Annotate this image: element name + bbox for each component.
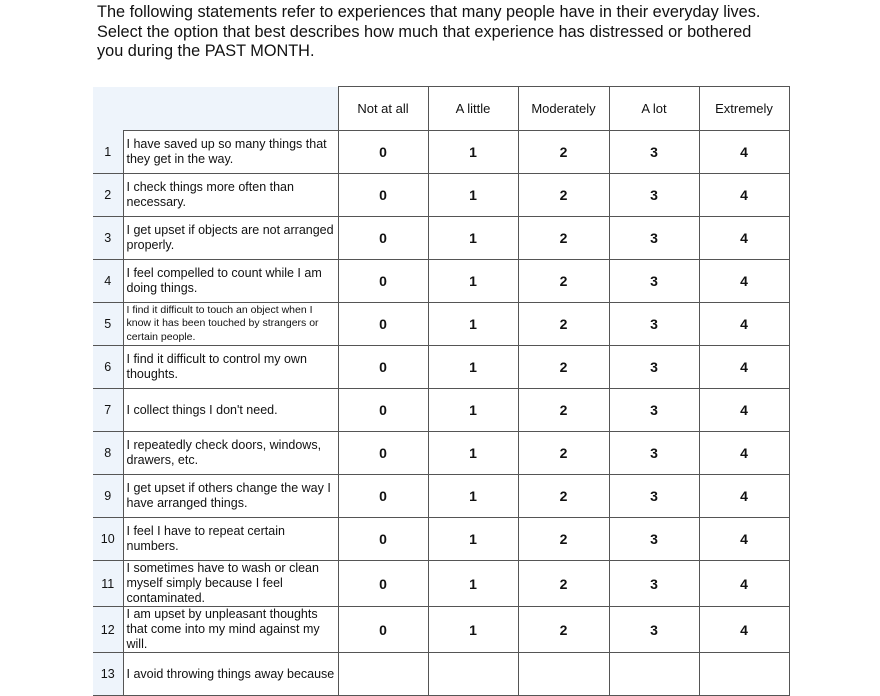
score-option[interactable]: 0 <box>338 389 428 432</box>
score-option[interactable]: 4 <box>699 607 789 653</box>
score-option[interactable]: 3 <box>609 346 699 389</box>
score-option[interactable]: 0 <box>338 607 428 653</box>
item-statement: I avoid throwing things away because <box>123 653 338 696</box>
score-option[interactable] <box>338 653 428 696</box>
score-option[interactable]: 3 <box>609 518 699 561</box>
instructions-line-3: you during the PAST MONTH. <box>97 42 315 60</box>
score-option[interactable]: 0 <box>338 217 428 260</box>
score-option[interactable]: 2 <box>518 217 609 260</box>
score-option[interactable]: 0 <box>338 561 428 607</box>
score-option[interactable]: 0 <box>338 303 428 346</box>
score-option[interactable]: 1 <box>428 131 518 174</box>
item-number: 1 <box>93 131 123 174</box>
score-option[interactable]: 1 <box>428 346 518 389</box>
score-option[interactable] <box>699 653 789 696</box>
instructions <box>97 3 797 62</box>
item-number: 12 <box>93 607 123 653</box>
table-row <box>93 389 789 432</box>
score-option[interactable]: 1 <box>428 303 518 346</box>
score-option[interactable]: 3 <box>609 131 699 174</box>
column-header: Not at all <box>338 87 428 131</box>
score-option[interactable]: 1 <box>428 518 518 561</box>
score-option[interactable]: 3 <box>609 607 699 653</box>
score-option[interactable]: 4 <box>699 432 789 475</box>
table-row <box>93 432 789 475</box>
score-option[interactable]: 4 <box>699 131 789 174</box>
score-option[interactable]: 0 <box>338 475 428 518</box>
instructions-line-2: Select the option that best describes how much that experience has distressed or bothered <box>97 22 752 41</box>
score-option[interactable]: 0 <box>338 131 428 174</box>
score-option[interactable]: 2 <box>518 260 609 303</box>
rating-table <box>93 86 790 696</box>
score-option[interactable]: 4 <box>699 561 789 607</box>
item-statement: I sometimes have to wash or clean myself simply because I feel contaminated. <box>123 561 338 607</box>
score-option[interactable]: 2 <box>518 174 609 217</box>
score-option[interactable]: 3 <box>609 217 699 260</box>
table-row <box>93 518 789 561</box>
score-option[interactable]: 4 <box>699 260 789 303</box>
item-number: 2 <box>93 174 123 217</box>
table-row <box>93 217 789 260</box>
item-statement: I find it difficult to touch an object when I know it has been touched by strangers or certain people. <box>123 303 338 346</box>
score-option[interactable]: 3 <box>609 174 699 217</box>
score-option[interactable]: 1 <box>428 607 518 653</box>
item-number: 4 <box>93 260 123 303</box>
item-statement: I check things more often than necessary. <box>123 174 338 217</box>
item-statement: I get upset if objects are not arranged properly. <box>123 217 338 260</box>
item-number: 9 <box>93 475 123 518</box>
item-number: 5 <box>93 303 123 346</box>
score-option[interactable]: 4 <box>699 217 789 260</box>
score-option[interactable]: 2 <box>518 131 609 174</box>
score-option[interactable]: 0 <box>338 260 428 303</box>
score-option[interactable]: 3 <box>609 561 699 607</box>
column-header: A little <box>428 87 518 131</box>
score-option[interactable] <box>518 653 609 696</box>
score-option[interactable]: 3 <box>609 389 699 432</box>
column-header: Moderately <box>518 87 609 131</box>
score-option[interactable]: 4 <box>699 346 789 389</box>
item-number: 10 <box>93 518 123 561</box>
score-option[interactable]: 2 <box>518 561 609 607</box>
score-option[interactable]: 1 <box>428 561 518 607</box>
table-row <box>93 260 789 303</box>
table-row <box>93 346 789 389</box>
item-statement: I feel compelled to count while I am doing things. <box>123 260 338 303</box>
score-option[interactable]: 4 <box>699 174 789 217</box>
score-option[interactable]: 4 <box>699 303 789 346</box>
score-option[interactable]: 4 <box>699 389 789 432</box>
item-number: 6 <box>93 346 123 389</box>
table-row <box>93 131 789 174</box>
item-number: 8 <box>93 432 123 475</box>
table-row <box>93 174 789 217</box>
score-option[interactable]: 2 <box>518 303 609 346</box>
score-option[interactable]: 3 <box>609 260 699 303</box>
score-option[interactable]: 4 <box>699 518 789 561</box>
item-statement: I have saved up so many things that they get in the way. <box>123 131 338 174</box>
score-option[interactable]: 3 <box>609 432 699 475</box>
instructions-line-1: The following statements refer to experiences that many people have in their everyday lives. <box>97 3 761 21</box>
item-number: 3 <box>93 217 123 260</box>
score-option[interactable]: 0 <box>338 518 428 561</box>
item-statement: I repeatedly check doors, windows, drawers, etc. <box>123 432 338 475</box>
score-option[interactable]: 1 <box>428 174 518 217</box>
table-row <box>93 561 789 607</box>
score-option[interactable]: 3 <box>609 303 699 346</box>
table-row <box>93 653 789 696</box>
item-statement: I am upset by unpleasant thoughts that come into my mind against my will. <box>123 607 338 653</box>
score-option[interactable]: 1 <box>428 432 518 475</box>
score-option[interactable]: 3 <box>609 475 699 518</box>
item-statement: I feel I have to repeat certain numbers. <box>123 518 338 561</box>
item-number: 7 <box>93 389 123 432</box>
score-option[interactable]: 1 <box>428 217 518 260</box>
column-header: A lot <box>609 87 699 131</box>
score-option[interactable]: 2 <box>518 518 609 561</box>
score-option[interactable]: 0 <box>338 432 428 475</box>
header-blank <box>93 87 338 131</box>
score-option[interactable]: 2 <box>518 389 609 432</box>
score-option[interactable]: 0 <box>338 174 428 217</box>
item-number: 13 <box>93 653 123 696</box>
item-number: 11 <box>93 561 123 607</box>
table-row <box>93 475 789 518</box>
item-statement: I collect things I don't need. <box>123 389 338 432</box>
score-option[interactable]: 0 <box>338 346 428 389</box>
column-header: Extremely <box>699 87 789 131</box>
table-row <box>93 303 789 346</box>
table-row <box>93 607 789 653</box>
score-option[interactable]: 4 <box>699 475 789 518</box>
score-option[interactable] <box>609 653 699 696</box>
item-statement: I find it difficult to control my own thoughts. <box>123 346 338 389</box>
score-option[interactable]: 1 <box>428 260 518 303</box>
score-option[interactable]: 2 <box>518 432 609 475</box>
score-option[interactable] <box>428 653 518 696</box>
score-option[interactable]: 1 <box>428 389 518 432</box>
score-option[interactable]: 1 <box>428 475 518 518</box>
item-statement: I get upset if others change the way I have arranged things. <box>123 475 338 518</box>
score-option[interactable]: 2 <box>518 475 609 518</box>
score-option[interactable]: 2 <box>518 607 609 653</box>
score-option[interactable]: 2 <box>518 346 609 389</box>
